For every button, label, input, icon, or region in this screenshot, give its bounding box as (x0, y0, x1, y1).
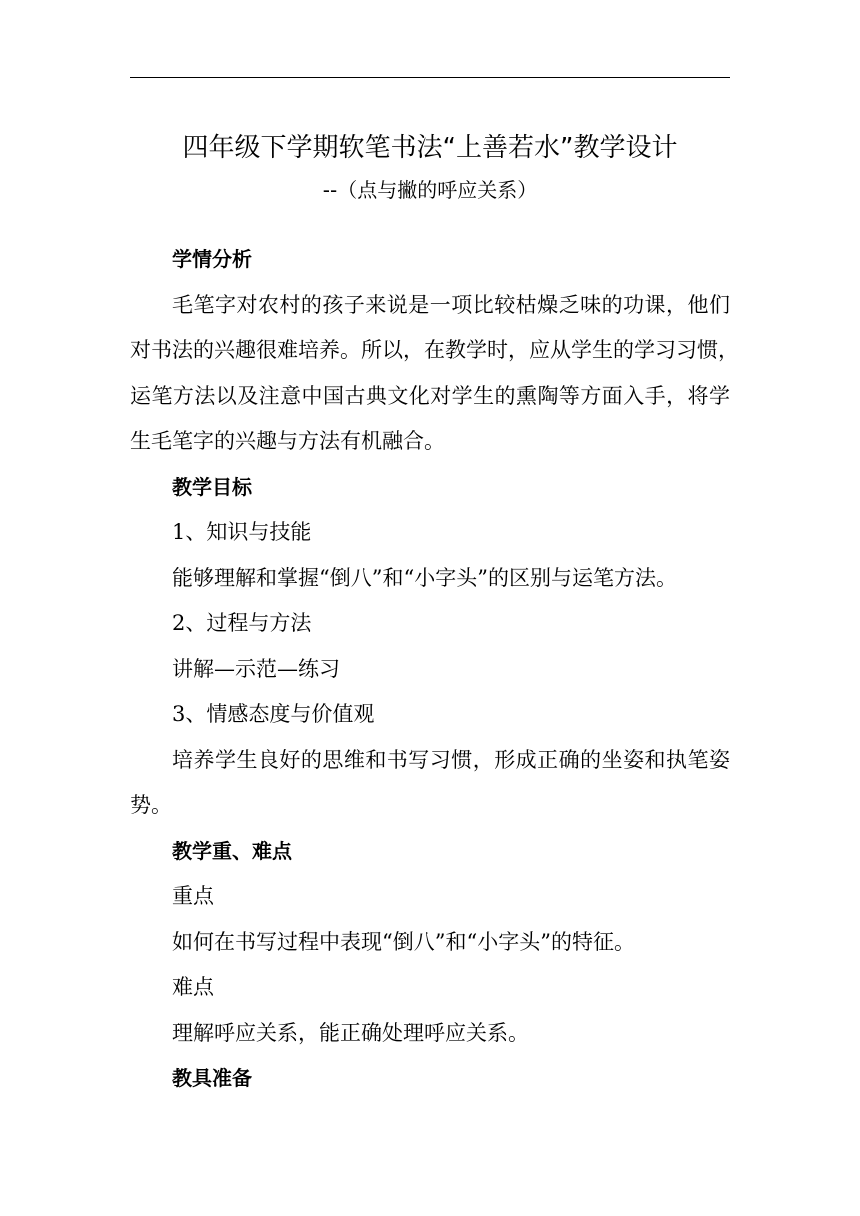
analysis-paragraph-line: 毛笔字对农村的孩子来说是一项比较枯燥乏味的功课，他们 (172, 292, 730, 317)
analysis-paragraph-line: 运笔方法以及注意中国古典文化对学生的熏陶等方面入手，将学 (130, 383, 730, 408)
section-heading-goals: 教学目标 (172, 474, 252, 499)
analysis-paragraph-line: 对书法的兴趣很难培养。所以，在教学时，应从学生的学习习惯， (130, 338, 739, 362)
goal-item-text: 势。 (130, 793, 172, 817)
section-heading-analysis: 学情分析 (172, 247, 252, 271)
difficulty-text: 理解呼应关系，能正确处理呼应关系。 (172, 1020, 529, 1045)
goal-item-text: 培养学生良好的思维和书写习惯，形成正确的坐姿和执笔姿 (172, 747, 730, 772)
section-heading-materials: 教具准备 (172, 1066, 252, 1090)
document-subtitle: --（点与撇的呼应关系） (322, 178, 538, 202)
analysis-paragraph-line: 生毛笔字的兴趣与方法有机融合。 (130, 429, 445, 453)
document-body (130, 237, 739, 1102)
document-title: 四年级下学期软笔书法“上善若水”教学设计 (182, 133, 678, 163)
difficulty-label: 难点 (172, 975, 214, 999)
goal-item-text: 讲解—示范—练习 (172, 656, 340, 681)
key-point-text: 如何在书写过程中表现“倒八”和“小字头”的特征。 (172, 929, 635, 954)
key-point-label: 重点 (172, 884, 214, 908)
goal-item-text: 能够理解和掌握“倒八”和“小字头”的区别与运笔方法。 (172, 565, 677, 590)
section-heading-keypoints: 教学重、难点 (172, 838, 292, 863)
goal-item-title: 2、过程与方法 (172, 611, 312, 635)
goal-item-title: 3、情感态度与价值观 (172, 702, 375, 726)
goal-item-title: 1、知识与技能 (172, 520, 312, 544)
header-rule (130, 77, 730, 78)
